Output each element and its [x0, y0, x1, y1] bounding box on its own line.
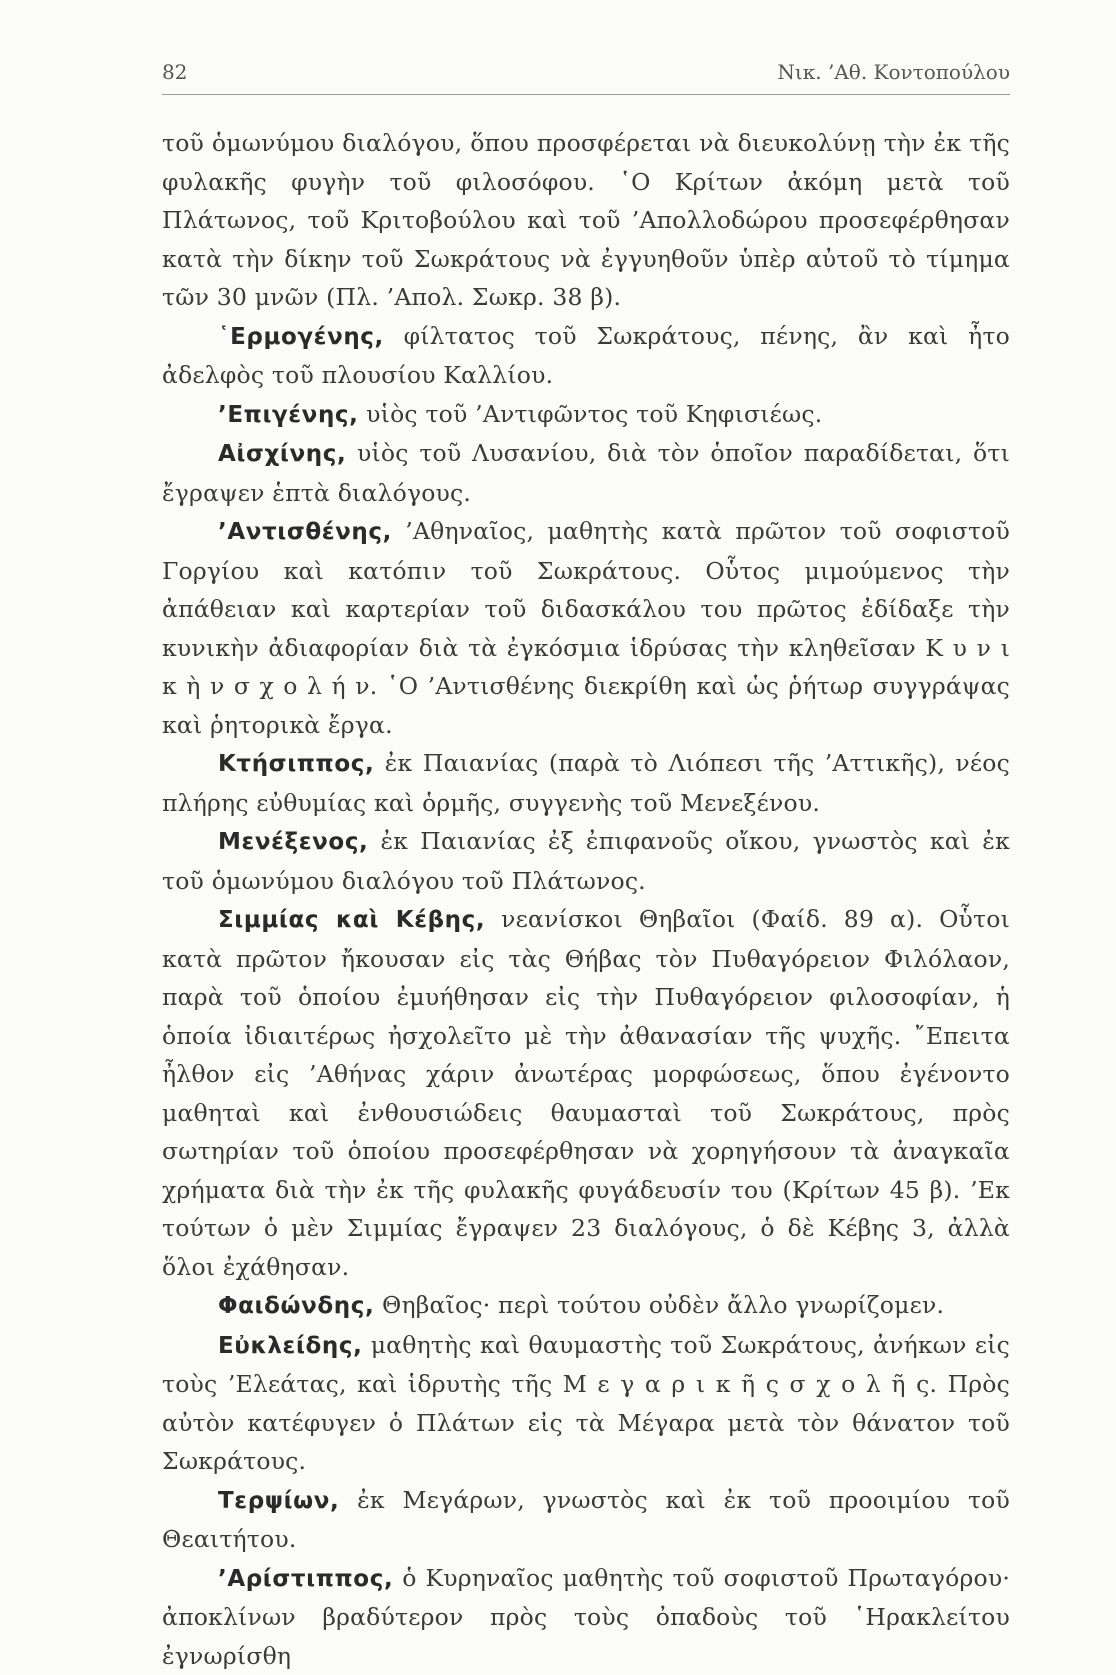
entry-name: Μενέξενος, — [218, 829, 368, 855]
page-body — [162, 124, 1010, 1675]
entry-name: Αἰσχίνης, — [218, 441, 346, 467]
entry-name: ’Αρίστιππος, — [218, 1566, 393, 1592]
page-header — [162, 60, 1010, 84]
entry-simmias-cebes — [162, 900, 1010, 1286]
entry-name: Τερψίων, — [218, 1488, 339, 1514]
entry-aeschines — [162, 434, 1010, 512]
entry-hermogenes — [162, 317, 1010, 395]
entry-text: ἐκ Παιανίας (παρὰ τὸ Λιόπεσι τῆς ’Αττικῆς), νέος πλήρης εὐθυμίας καὶ ὁρμῆς, συγγενὴς τοῦ Μενεξένου. — [162, 749, 1010, 817]
entry-text: υἱὸς τοῦ ’Αντιφῶντος τοῦ Κηφισιέως. — [359, 400, 823, 428]
entry-epigenes — [162, 395, 1010, 435]
entry-name: ’Επιγένης, — [218, 402, 359, 428]
entry-text: ἐκ Μεγάρων, γνωστὸς καὶ ἐκ τοῦ προοιμίου τοῦ Θεαιτήτου. — [162, 1486, 1010, 1554]
entry-antisthenes — [162, 512, 1010, 744]
entry-aristippus — [162, 1559, 1010, 1675]
entry-name: ’Αντισθένης, — [218, 519, 392, 545]
header-rule — [162, 94, 1010, 95]
page-number: 82 — [162, 60, 187, 84]
intro-paragraph: τοῦ ὁμωνύμου διαλόγου, ὅπου προσφέρεται νὰ διευκολύνῃ τὴν ἐκ τῆς φυλακῆς φυγὴν τοῦ φιλοσόφου. ῾Ο Κρίτων ἀκόμη μετὰ τοῦ Πλάτωνος, τοῦ Κριτοβούλου καὶ τοῦ ’Απολλοδώρου προσεφέρθησαν κατὰ τὴν δίκην τοῦ Σωκράτους νὰ ἐγγυηθοῦν ὑπὲρ αὐτοῦ τὸ τίμημα τῶν 30 μνῶν (Πλ. ’Απολ. Σωκρ. 38 β). — [162, 124, 1010, 317]
entry-name: Εὐκλείδης, — [218, 1333, 362, 1359]
entry-euclides — [162, 1326, 1010, 1481]
entry-phaedondes — [162, 1286, 1010, 1326]
running-title: Νικ. ’Αθ. Κοντοπούλου — [777, 60, 1010, 84]
entry-menexenus — [162, 822, 1010, 900]
entry-text: νεανίσκοι Θηβαῖοι (Φαίδ. 89 α). Οὗτοι κατὰ πρῶτον ἤκουσαν εἰς τὰς Θήβας τὸν Πυθαγόρειον Φιλόλαον, παρὰ τοῦ ὁποίου ἐμυήθησαν εἰς τὴν Πυθαγόρειον φιλοσοφίαν, ἡ ὁποία ἰδιαιτέρως ἠσχολεῖτο μὲ τὴν ἀθανασίαν τῆς ψυχῆς. ῎Επειτα ἦλθον εἰς ’Αθήνας χάριν ἀνωτέρας μορφώσεως, ὅπου ἐγένοντο μαθηταὶ καὶ ἐνθουσιώδεις θαυμασταὶ τοῦ Σωκράτους, πρὸς σωτηρίαν τοῦ ὁποίου προσεφέρθησαν νὰ χορηγήσουν τὰ ἀναγκαῖα χρήματα διὰ τὴν ἐκ τῆς φυλακῆς φυγάδευσίν του (Κρίτων 45 β). ’Εκ τούτων ὁ μὲν Σιμμίας ἔγραψεν 23 διαλόγους, ὁ δὲ Κέβης 3, ἀλλὰ ὅλοι ἐχάθησαν. — [162, 905, 1010, 1281]
entry-name: Σιμμίας καὶ Κέβης, — [218, 907, 485, 933]
entry-text: φίλτατος τοῦ Σωκράτους, πένης, ἂν καὶ ἦτο ἀδελφὸς τοῦ πλουσίου Καλλίου. — [162, 322, 1010, 390]
entry-name: Φαιδώνδης, — [218, 1293, 374, 1319]
entry-text: Θηβαῖος· περὶ τούτου οὐδὲν ἄλλο γνωρίζομεν. — [374, 1291, 944, 1319]
entry-ctesippus — [162, 744, 1010, 822]
entry-text: ὁ Κυρηναῖος μαθητὴς τοῦ σοφιστοῦ Πρωταγόρου· ἀποκλίνων βραδύτερον πρὸς τοὺς ὀπαδοὺς τοῦ ῾Ηρακλείτου ἐγνωρίσθη — [162, 1564, 1010, 1670]
entry-text: ἐκ Παιανίας ἐξ ἐπιφανοῦς οἴκου, γνωστὸς καὶ ἐκ τοῦ ὁμωνύμου διαλόγου τοῦ Πλάτωνος. — [162, 827, 1010, 895]
entry-text: μαθητὴς καὶ θαυμαστὴς τοῦ Σωκράτους, ἀνήκων εἰς τοὺς ’Ελεάτας, καὶ ἱδρυτὴς τῆς Μ ε γ α ρ ι κ ῆ ς σ χ ο λ ῆ ς. Πρὸς αὐτὸν κατέφυγεν ὁ Πλάτων εἰς τὰ Μέγαρα μετὰ τὸν θάνατον τοῦ Σωκράτους. — [162, 1331, 1010, 1476]
entry-text: υἱὸς τοῦ Λυσανίου, διὰ τὸν ὁποῖον παραδίδεται, ὅτι ἔγραψεν ἑπτὰ διαλόγους. — [162, 439, 1010, 507]
entry-terpsion — [162, 1481, 1010, 1559]
entry-text: ’Αθηναῖος, μαθητὴς κατὰ πρῶτον τοῦ σοφιστοῦ Γοργίου καὶ κατόπιν τοῦ Σωκράτους. Οὗτος μιμούμενος τὴν ἀπάθειαν καὶ καρτερίαν τοῦ διδασκάλου του πρῶτος ἐδίδαξε τὴν κυνικὴν ἀδιαφορίαν διὰ τὰ ἐγκόσμια ἱδρύσας τὴν κληθεῖσαν Κ υ ν ι κ ὴ ν σ χ ο λ ή ν. ῾Ο ’Αντισθένης διεκρίθη καὶ ὡς ῥήτωρ συγγράψας καὶ ῥητορικὰ ἔργα. — [162, 517, 1010, 739]
entry-name: Κτήσιππος, — [218, 751, 374, 777]
entry-name: ῾Ερμογένης, — [218, 324, 384, 350]
